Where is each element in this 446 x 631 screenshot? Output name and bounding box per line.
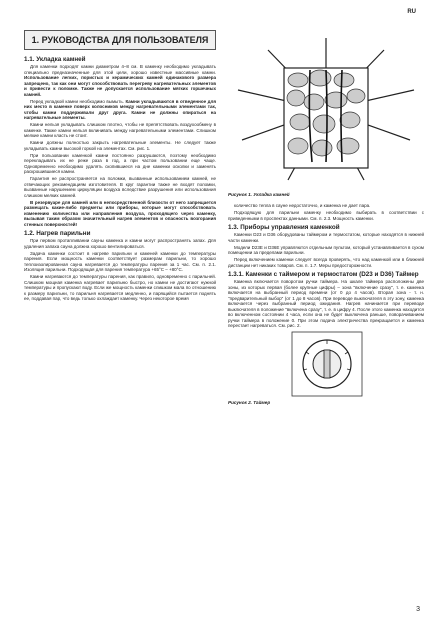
paragraph: Гарантия не распространяется на поломки, вызванные использованием камней, не отвечающих рекомендациям изготовителя. В круг гарантии также не входят поломки, вызванные нарушением циркуляции воздуха вследствие разрушения или использования слишком мелких камней.: [24, 176, 216, 198]
paragraph: Подходящую для парильни каменку необходимо выбирать в соответствии с приведенными в проспектах данными. См. п. 2.3. Мощность каменки.: [228, 210, 424, 221]
subsection-title-heating: 1.2. Нагрев парильни: [24, 230, 91, 237]
paragraph: количество тепла в сауне недостаточно, и каменка не дает пара.: [234, 203, 371, 208]
paragraph: Задача каменки состоит в нагреве парильни и каменей каменки до температуры парения. Если мощность каменки соответствует размерам парильни, то хорошо теплоизолированная сауна нагревается до температуры парения за 1 час. См. п. 2.1. Изоляция парильни. Подходящая для парения температура +65°C – +80°C.: [24, 250, 216, 272]
paragraph: Каменка включается поворотом ручки таймера. На шкале таймера расположены две зоны, из которых первая (более крупные цифры) – зона "включение сразу", т. е. каменка включается на выбранный период времени (от 0 до 4 часов). Вторая зона - т. н. "предварительный выбор" (от 1 до 8 часов). При переводе выключателя в эту зону, каменка включается через выбранный период ожидания. Нагрев начинается при переводе выключателя в положение "включена сразу", т. е. в цифру 4. После этого каменка находится во включенном состоянии 4 часа, если она не будет выключена раньше, поворачиванием ручки таймера в положение 0. При этом подача электричества прекращается и каменка перестает нагреваться. См. рис. 2.: [228, 279, 424, 328]
paragraph: Перед укладкой камни необходимо вымыть. Камни укладываются в отведенное для них место в каменке поверх колосников между нагревательными элементами так, чтобы камни поддерживали друг друга. Камни не должны опираться на нагревательные элементы.: [24, 98, 216, 120]
section-header: 1. РУКОВОДСТВА ДЛЯ ПОЛЬЗОВАТЕЛЯ: [24, 30, 216, 50]
paragraph: Перед включением каменки следует всегда проверять, что над каменкой или в ближней дистанции нет никаких товаров. См. п. 1.7. Меры предосторожности.: [228, 257, 424, 268]
figure-caption: Рисунок 2. Таймер: [228, 400, 271, 405]
warning-paragraph: В резервуаре для камней или в непосредственной близости от него запрещается размещать какие-либо предметы или приборы, которые могут способствовать изменению количества или направления воздуха, проходящего через каменку, вызывая таким образом значительный нагрев элементов и опасность возгорания стенных поверхностей!: [24, 199, 216, 227]
figure-timer: [228, 330, 424, 398]
subsection-title-controls: 1.3. Приборы управления каменкой: [228, 224, 340, 231]
paragraph: Камни нельзя укладывать слишком плотно, чтобы не препятствовать воздухообмену в каменке. Также камни нельзя вклинивать между нагревательными элементами. Слишком мелкие камни класть не стоит.: [24, 122, 216, 138]
paragraph: При пользовании каменкой камни постоянно разрушаются, поэтому необходимо перекладывать их не реже раза в год, а при частом пользовании еще чаще. Одновременно необходимо удалять скопившиеся на дне каменки осколки и заменять раскрошившиеся камни.: [24, 152, 216, 174]
right-column: [228, 30, 424, 411]
figure-stone-stacking: [228, 30, 424, 190]
paragraph: Каменки D23 и D36 оборудованы таймером и термостатом, которые находятся в нижней части каменки.: [228, 232, 424, 243]
figure-caption: Рисунок 1. Укладка камней: [228, 192, 290, 197]
paragraph: Камни должны полностью закрыть нагревательные элементы. Не следует также укладывать камни высокой горкой на элементах. См. рис. 1.: [24, 140, 216, 151]
language-label: RU: [407, 9, 416, 15]
paragraph: Модели D23E и D36E управляются отдельным пультом, который устанавливается в сухом помещении за пределами парильни.: [228, 244, 424, 255]
subsection-title-stones: 1.1. Укладка камней: [24, 56, 86, 63]
subsection-title-timer: 1.3.1. Каменки с таймером и термостатом (D23 и D36) Таймер: [228, 271, 419, 278]
paragraph: Для каменки подходят камни диаметром 4–8 см. В каменку необходимо укладывать специально предназначенные для этой цели, хорошо известные массивные камни. Использование легких, пористых и керамических камней одинакового размера запрещено, так как они могут способствовать перегреву нагревательных элементов и привести к поломке. Также не допускается использование мягких горшечных камней.: [24, 64, 216, 97]
paragraph: Камни нагреваются до температуры парения, как правило, одновременно с парильней. Слишком мощная каменка нагревает парильню быстро, но камни не достигают нужной температуры и пропускают воду. Если же мощность каменки слишком мала по отношению к размеру парильни, то парильня нагревается медленно, и парящийся пытается поднять ее, поддавая пар, что ведь только охлаждает каменку. Через некоторое время: [24, 274, 216, 301]
paragraph: При первом протапливании сауны каменка и камни могут распространять запах. Для удаления запаха сауна должна хорошо вентилироваться.: [24, 238, 216, 249]
timer-dial-illustration: [228, 330, 424, 398]
left-column: [24, 30, 216, 303]
stones-heater-illustration: [228, 30, 424, 190]
page-number: 3: [416, 606, 420, 613]
